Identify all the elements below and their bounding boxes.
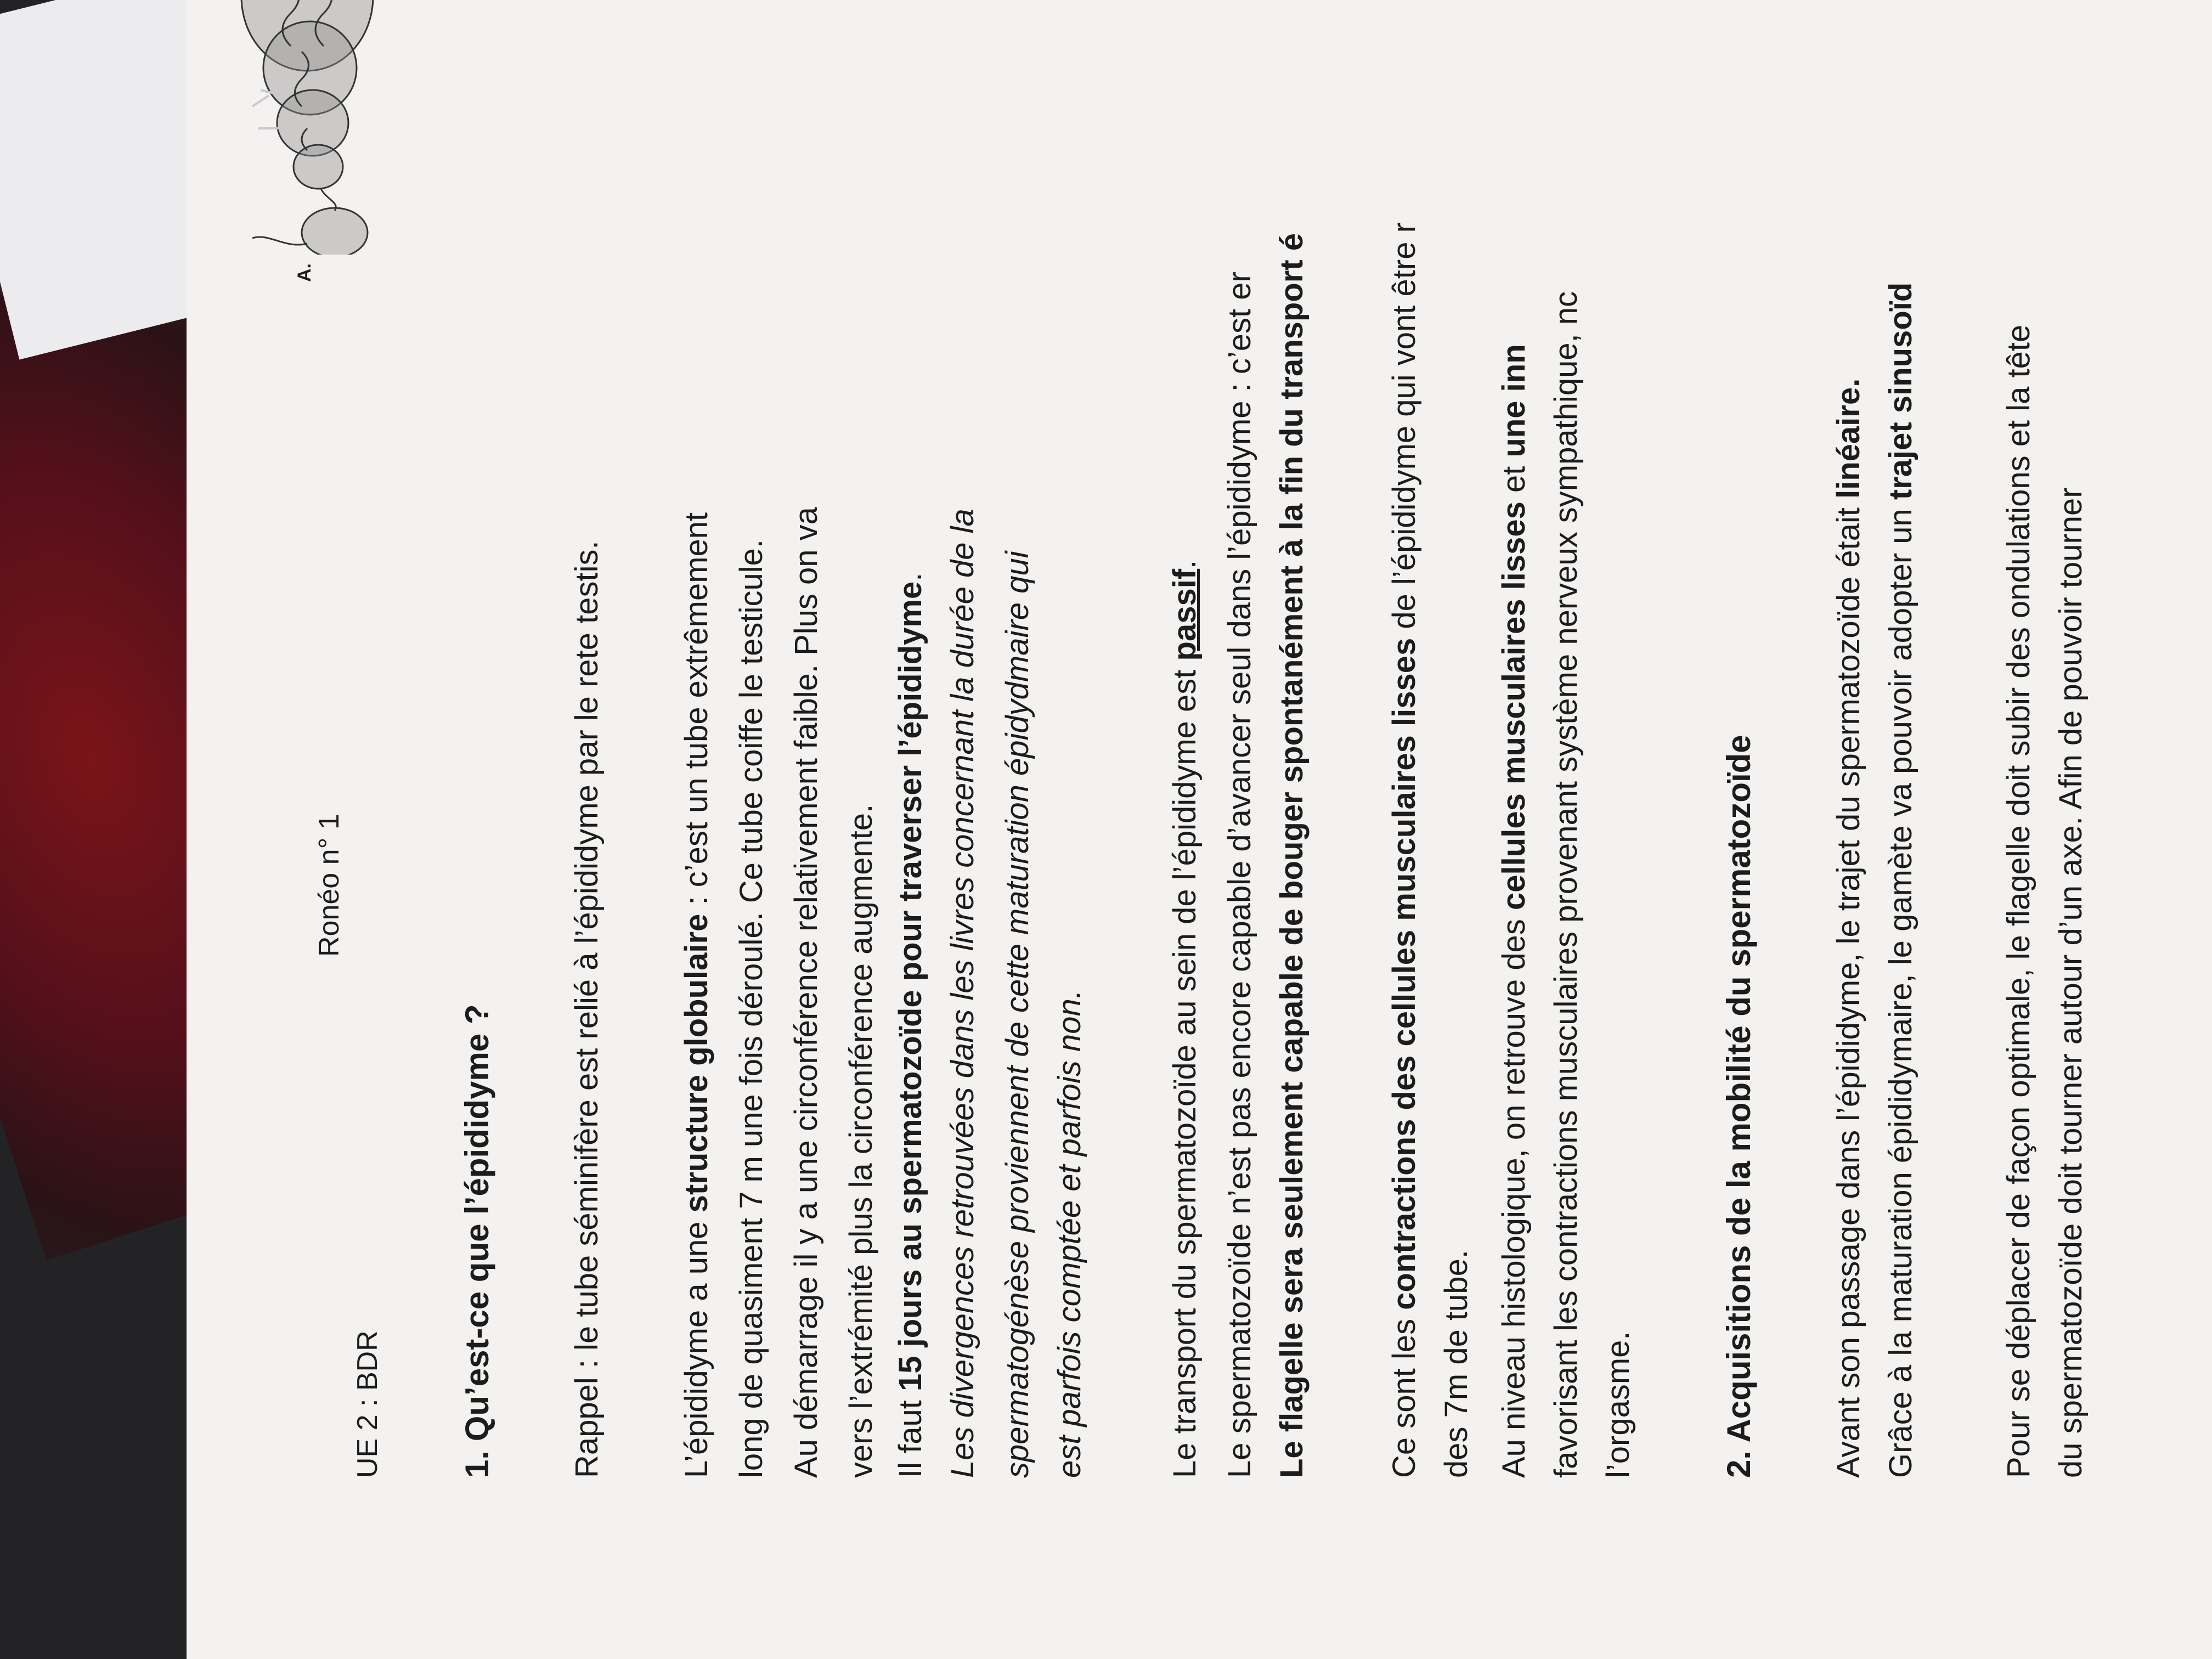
page-line: favorisant les contractions musculaires provenant système nerveux sympathique, nc — [1548, 291, 1584, 1478]
page-epididymis-illustration — [208, 0, 384, 255]
page-line: vers l’extrémité plus la circonférence augmente. — [843, 804, 879, 1478]
page-header-center: Ronéo n° 1 — [313, 814, 345, 957]
page-header-left: UE 2 : BDR — [352, 1330, 383, 1478]
page-line: Pour se déplacer de façon optimale, le flagelle doit subir des ondulations et la tête — [2001, 324, 2036, 1478]
page-line: Il faut 15 jours au spermatozoïde pour traverser l’épididyme. — [893, 572, 928, 1478]
page-line: Les divergences retrouvées dans les livres concernant la durée de la — [945, 509, 980, 1478]
page-line: est parfois comptée et parfois non. — [1052, 990, 1087, 1478]
page-line: Le transport du spermatozoïde au sein de l’épididyme est passif. — [1167, 560, 1203, 1478]
page-line: des 7m de tube. — [1438, 1250, 1474, 1478]
page-figure-label: A. — [294, 263, 315, 282]
page-line: spermatogénèse proviennent de cette maturation épidydmaire qui — [1000, 551, 1035, 1478]
page-line: Le spermatozoïde n’est pas encore capable d’avancer seul dans l’épididyme : c’est er — [1222, 272, 1257, 1478]
page-line: du spermatozoïde doit tourner autour d’un axe. Afin de pouvoir tourner — [2053, 487, 2089, 1478]
page-line: Au démarrage il y a une circonférence relativement faible. Plus on va — [788, 507, 824, 1478]
page-line: Le flagelle sera seulement capable de bouger spontanément à la fin du transport é — [1274, 233, 1310, 1478]
page-line: Ce sont les contractions des cellules musculaires lisses de l’épididyme qui vont être r — [1386, 222, 1422, 1478]
page-line: l’orgasme. — [1600, 1331, 1636, 1478]
page-rappel: Rappel : le tube séminifère est relié à l’épididyme par le rete testis. — [569, 540, 605, 1478]
page-line: Grâce à la maturation épididymaire, le gamète va pouvoir adopter un trajet sinusoïd — [1883, 282, 1918, 1478]
page-line: long de quasiment 7 m une fois déroulé. Ce tube coiffe le testicule. — [733, 539, 769, 1478]
page-line: Avant son passage dans l’épididyme, le trajet du spermatozoïde était linéaire. — [1831, 378, 1866, 1478]
page-section2-title: 2. Acquisitions de la mobilité du spermatozoïde — [1720, 735, 1757, 1478]
page-section1-title: 1. Qu’est-ce que l’épididyme ? — [459, 1004, 495, 1478]
page-line: Au niveau histologique, on retrouve des cellules musculaires lisses et une inn — [1496, 344, 1532, 1478]
page-line: L’épididyme a une structure globulaire : c’est un tube extrêmement — [679, 512, 714, 1478]
